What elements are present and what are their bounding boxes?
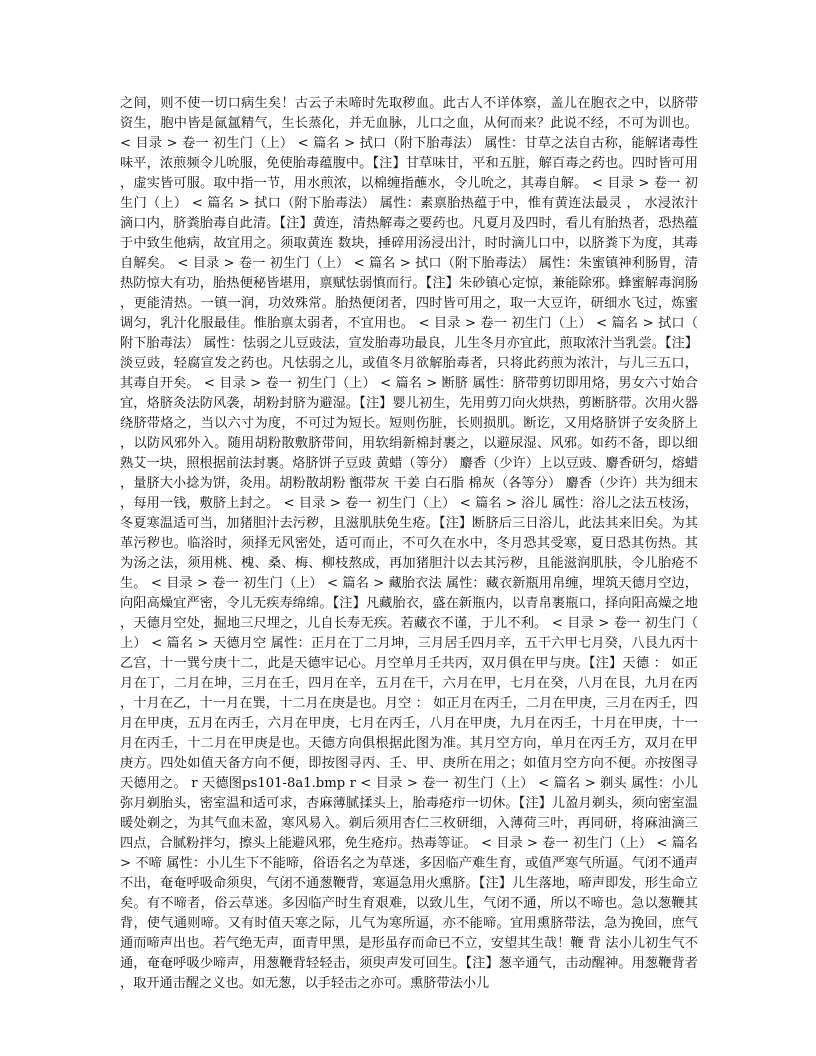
document-page (120, 94, 698, 994)
body-text: 之间，则不使一切口病生矣！古云子未啼时先取秽血。此古人不详体察，盖儿在胞衣之中，以脐带资生，胞中皆是氤氲精气，生长蒸化，并无血脉，儿口之血，从何而来？此说不经，不可为训也。 < 目录 > 卷一 初生门（上） < 篇名 > 拭口（附下胎毒法） 属性：甘草之法自古称，能解诸毒性味平，浓煎频令儿吮服，免使胎毒蕴腹中。【注】甘草味甘，平和五脏，解百毒之药也。四时皆可用，虚实皆可服。取中指一节，用水煎浓，以棉缠指蘸水，令儿吮之，其毒自解。 < 目录 > 卷一 初生门（上） < 篇名 > 拭口（附下胎毒法） 属性：素禀胎热蕴于中，惟有黄连法最灵 ， 水浸浓汁滴口内，脐粪胎毒自此清。【注】黄连，清热解毒之要药也。凡夏月及四时，看儿有胎热者，恐热蕴于中致生他病，故宜用之。须取黄连 数块，捶碎用汤浸出汁，时时滴儿口中，以脐粪下为度，其毒自解矣。 < 目录 > 卷一 初生门（上） < 篇名 > 拭口（附下胎毒法） 属性：朱蜜镇神利肠胃，清热防惊大有功，胎热便秘皆堪用，禀赋怯弱慎而行。【注】朱砂镇心定惊，兼能除邪。蜂蜜解毒润肠，更能清热。一镇一润，功效殊常。胎热便闭者，四时皆可用之，取一大豆许，研细水飞过，炼蜜调匀，乳汁化服最佳。惟胎禀太弱者，不宜用也。 < 目录 > 卷一 初生门（上） < 篇名 > 拭口（附下胎毒法） 属性：怯弱之儿豆豉法，宣发胎毒功最良，儿生冬月亦宜此，煎取浓汁当乳尝。【注】淡豆豉，轻腐宣发之药也。凡怯弱之儿，或值冬月欲解胎毒者，只将此药煎为浓汁，与儿三五口，其毒自开矣。 < 目录 > 卷一 初生门（上） < 篇名 > 断脐 属性：脐带剪切即用烙，男女六寸始合宜，烙脐灸法防风袭，胡粉封脐为避湿。【注】婴儿初生，先用剪刀向火烘热，剪断脐带。次用火器绕脐带烙之，当以六寸为度，不可过为短长。短则伤脏，长则损肌。断讫，又用烙脐饼子安灸脐上，以防风邪外入。随用胡粉散敷脐带间，用软绢新棉封裹之，以避尿湿、风邪。如药不备，即以细熟艾一块，照根据前法封裹。烙脐饼子豆豉 黄蜡（等分） 麝香（少许）上以豆豉、麝香研匀，熔蜡，量脐大小捻为饼，灸用。胡粉散胡粉 甑带灰 干姜 白石脂 棉灰（各等分） 麝香（少许）共为细末，每用一钱，敷脐上封之。 < 目录 > 卷一 初生门（上） < 篇名 > 浴儿 属性：浴儿之法五枝汤，冬夏寒温适可当，加猪胆汁去污秽，且滋肌肤免生疮。【注】断脐后三日浴儿，此法其来旧矣。为其革污秽也。临浴时，须择无风密处，适可而止，不可久在水中，冬月恐其受寒，夏日恐其伤热。其为汤之法，须用桃、槐、桑、梅、柳枝熬成，再加猪胆汁以去其污秽，且能滋润肌肤，令儿胎疮不生。 < 目录 > 卷一 初生门（上） < 篇名 > 藏胎衣法 属性：藏衣新瓶用帛缠，埋筑天德月空边，向阳高燥宜严密，令儿无疾寿绵绵。【注】凡藏胎衣，盛在新瓶内，以青帛裹瓶口，择向阳高燥之地，天德月空处，掘地三尺埋之，儿自长寿无疾。若藏衣不谨，于儿不利。 < 目录 > 卷一 初生门（上） < 篇名 > 天德月空 属性：正月在丁二月坤，三月居壬四月辛，五干六甲七月癸，八艮九丙十乙宫，十一巽兮庚十二，此是天德牢记心。月空单月壬共丙，双月俱在甲与庚。【注】天德 ： 如正月在丁，二月在坤，三月在壬，四月在辛，五月在干，六月在甲，七月在癸，八月在艮，九月在丙，十月在乙，十一月在巽，十二月在庚是也。月空 ： 如正月在丙壬，二月在甲庚，三月在丙壬，四月在甲庚，五月在丙壬，六月在甲庚，七月在丙壬，八月在甲庚，九月在丙壬，十月在甲庚，十一月在丙壬，十二月在甲庚是也。天德方向俱根据此图为准。其月空方向，单月在丙壬方，双月在甲庚方。四处如值天备方向不便，即按图寻丙、壬、甲、庚所在用之；如值月空方向不便。亦按图寻天德用之。 r 天德图ps101-8a1.bmp r < 目录 > 卷一 初生门（上） < 篇名 > 剃头 属性：小儿弥月剃胎头，密室温和适可求，杏麻薄腻揉头上，胎毒疮疖一切休。【注】儿盈月剃头，须向密室温暖处剃之，为其气血未盈，寒风易入。剃后须用杏仁三枚研细，入薄荷三叶，再同研，将麻油滴三四点，合腻粉拌匀，擦头上能避风邪，免生疮疖。热毒等证。 < 目录 > 卷一 初生门（上） < 篇名 > 不啼 属性：小儿生下不能啼，俗语名之为草迷，多因临产难生育，或值严寒气所逼。气闭不通声不出，奄奄呼吸命须臾，气闭不通葱鞭背，寒逼急用火熏脐。【注】儿生落地，啼声即发，形生命立矣。有不啼者，俗云草迷。多因临产时生育艰难，以致儿生，气闭不通，所以不啼也。急以葱鞭其背，使气通则啼。又有时值天寒之际，儿气为寒所逼，亦不能啼。宜用熏脐带法，急为挽回，庶气通而啼声出也。若气绝无声，面青甲黑，是形虽存而命已不立，安望其生哉！鞭 背 法小儿初生气不通，奄奄呼吸少啼声，用葱鞭背轻轻击，须臾声发可回生。【注】葱辛通气，击动醒神。用葱鞭背者，取开通击醒之义也。如无葱，以手轻击之亦可。熏脐带法小儿 (120, 96, 698, 991)
